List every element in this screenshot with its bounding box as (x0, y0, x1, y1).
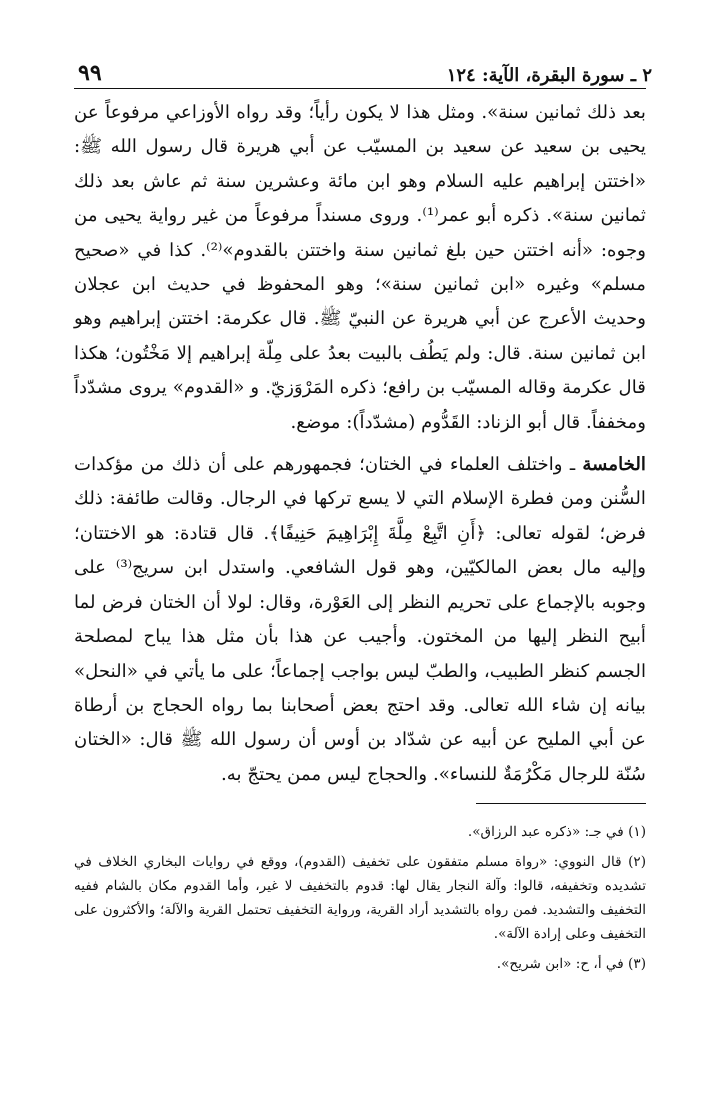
paragraph-text: بعد ذلك ثمانين سنة». ومثل هذا لا يكون رأياً؛ وقد رواه الأوزاعي مرفوعاً عن يحيى بن سعيد عن سعيد بن المسيّب عن أبي هريرة قال رسول الله ﷺ: «اختتن إبراهيم عليه السلام وهو ابن مائة وعشرين سنة ثم عاش بعد ذلك ثمانين سنة». ذكره أبو عمر⁽¹⁾. وروى مسنداً مرفوعاً من غير رواية يحيى من وجوه: «أنه اختتن حين بلغ ثمانين سنة واختتن بالقدوم»⁽²⁾. كذا في «صحيح مسلم» وغيره «ابن ثمانين سنة»؛ وهو المحفوظ في حديث ابن عجلان وحديث الأعرج عن أبي هريرة عن النبيّ ﷺ. قال عكرمة: اختتن إبراهيم وهو ابن ثمانين سنة. قال: ولم يَطُف بالبيت بعدُ على مِلّة إبراهيم إلا مَخْتُون؛ هكذا قال عكرمة وقاله المسيّب بن رافع؛ ذكره المَرْوَزيّ. و «القدوم» يروى مشدّداً ومخففاً. قال أبو الزناد: القَدُّوم (مشدّداً): موضع. (74, 102, 646, 433)
header-rule (74, 88, 646, 89)
page-number: ٩٩ (78, 60, 102, 86)
paragraph-text: ـ واختلف العلماء في الختان؛ فجمهورهم على أن ذلك من مؤكدات السُّنن ومن فطرة الإسلام التي لا يسع تركها في الرجال. وقالت طائفة: ذلك فرض؛ لقوله تعالى: ﴿أَنِ اتَّبِعْ مِلَّةَ إِبْرَاهِيمَ حَنِيفًا﴾. قال قتادة: هو الاختتان؛ وإليه مال بعض المالكيّين، وهو قول الشافعي. واستدل ابن سريج⁽³⁾ على وجوبه بالإجماع على تحريم النظر إلى العَوْرة، وقال: لولا أن الختان فرض لما أبيح النظر إليها من المختون. وأجيب عن هذا بأن مثل هذا يباح لمصلحة الجسم كنظر الطبيب، والطبّ ليس بواجب إجماعاً؛ على ما يأتي في «النحل» بيانه إن شاء الله تعالى. وقد احتج بعض أصحابنا بما رواه الحجاج بن أرطاة عن أبي المليح عن أبيه عن شدّاد بن أوس أن رسول الله ﷺ قال: «الختان سُنّة للرجال مَكْرُمَةٌ للنساء». والحجاج ليس ممن يحتجّ به. (74, 454, 646, 785)
footnote-rule (476, 803, 646, 804)
paragraph (74, 448, 646, 792)
running-header (78, 60, 652, 86)
header-title: ٢ ـ سورة البقرة، الآية: ١٢٤ (446, 65, 652, 86)
main-text (74, 96, 646, 792)
footnotes (74, 820, 646, 982)
footnote: (٢) قال النووي: «رواة مسلم متفقون على تخفيف (القدوم)، ووقع في روايات البخاري الخلاف في تشديده وتخفيفه، قالوا: وآلة النجار يقال لها: قدوم بالتخفيف لا غير، وأما القدوم مكان بالشام ففيه التخفيف والتشديد. فمن رواه بالتشديد أراد القرية، ورواية التخفيف تحتمل القرية والآلة؛ والأكثرون على التخفيف وعلى إرادة الآلة». (74, 854, 646, 942)
paragraph-lead: الخامسة (582, 454, 646, 476)
paragraph (74, 96, 646, 440)
footnote: (١) في جـ: «ذكره عبد الرزاق». (467, 824, 646, 840)
footnote: (٣) في أ، ح: «ابن شريح». (496, 956, 646, 972)
